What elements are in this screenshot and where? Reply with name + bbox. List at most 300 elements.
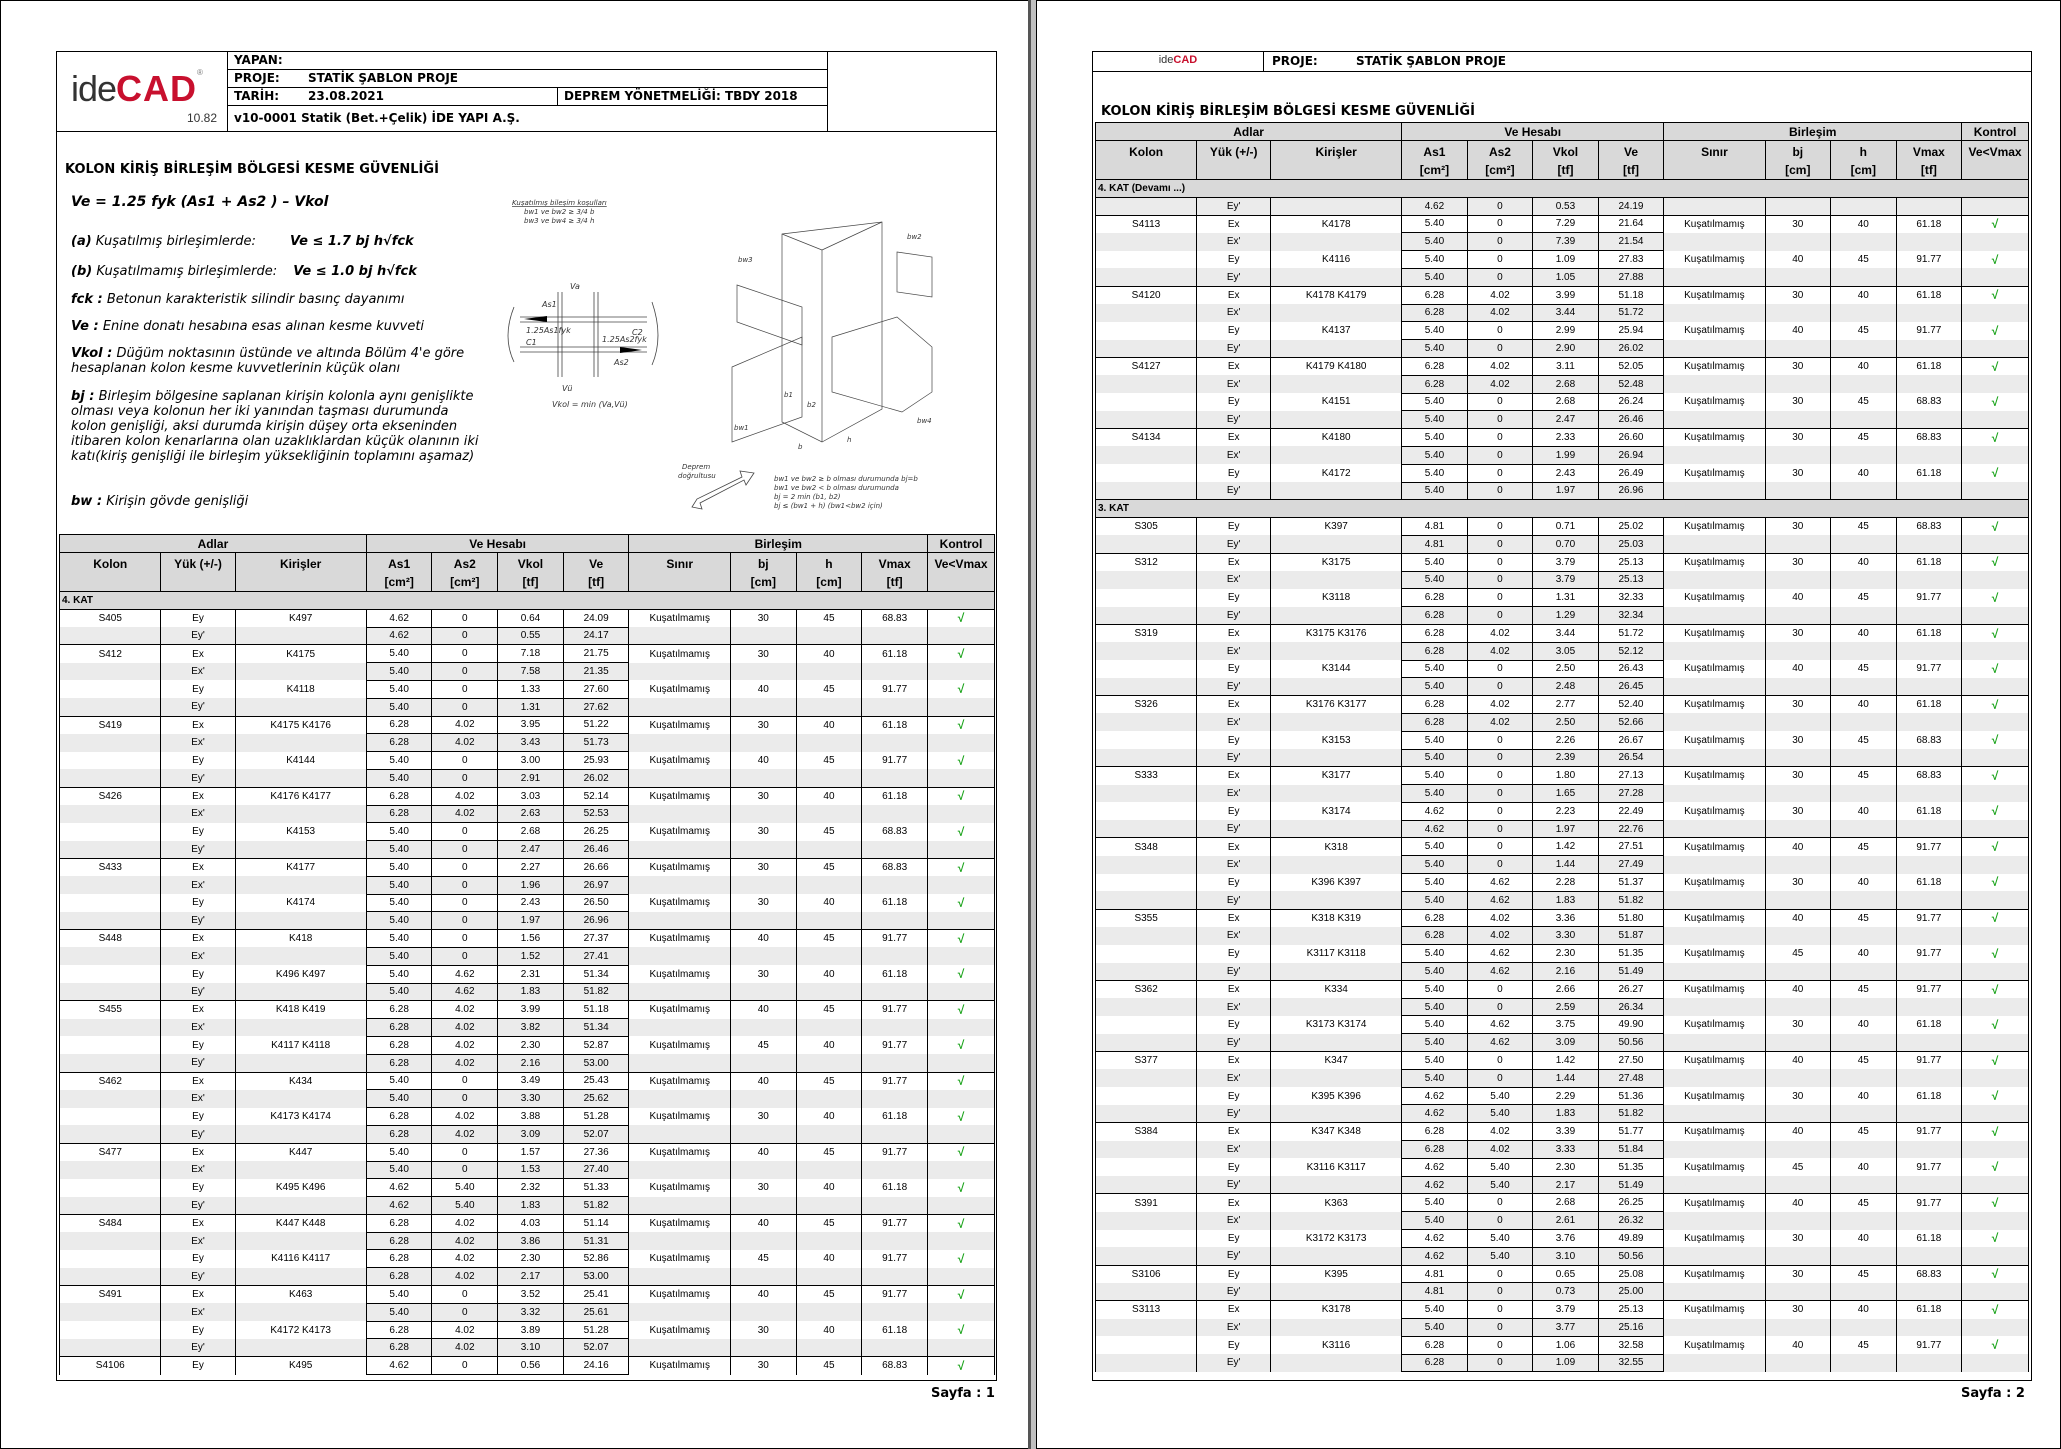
- table-row: [1096, 998, 2029, 1016]
- cell: [1271, 1069, 1402, 1087]
- cell: 0.73: [1533, 1283, 1599, 1301]
- cell: Ex: [1197, 696, 1271, 714]
- cell: K347 K348: [1271, 1123, 1402, 1141]
- cell: Ey: [161, 823, 235, 841]
- cell: 0: [1467, 802, 1533, 820]
- cell: [235, 1161, 366, 1179]
- cell: 61.18: [1896, 802, 1962, 820]
- cell: [1271, 1034, 1402, 1052]
- cell: 52.07: [563, 1125, 629, 1143]
- cell: [862, 947, 928, 965]
- cell: √: [1962, 1336, 2029, 1354]
- cell: 5.40: [1402, 856, 1468, 874]
- cell: 5.40: [1402, 785, 1468, 803]
- cell: Ey: [161, 965, 235, 983]
- cell: 26.67: [1598, 731, 1664, 749]
- cell: 51.35: [1598, 945, 1664, 963]
- cell: Ey: [161, 752, 235, 770]
- cell: 45: [1831, 838, 1897, 856]
- cell: 4.62: [1467, 891, 1533, 909]
- cell: 51.31: [563, 1232, 629, 1250]
- cell: 5.40: [366, 663, 432, 681]
- cell: [235, 1268, 366, 1286]
- cell: [730, 1197, 796, 1215]
- cell: [60, 1179, 161, 1197]
- cell: 0: [432, 645, 498, 663]
- cell: [1271, 197, 1402, 215]
- cell: [235, 1197, 366, 1215]
- cell: 26.97: [563, 876, 629, 894]
- table-row: [1096, 820, 2029, 838]
- cell: 30: [1765, 1301, 1831, 1319]
- cell: 40: [730, 680, 796, 698]
- cell: [1664, 749, 1765, 767]
- cell: [796, 1161, 862, 1179]
- cell: 61.18: [1896, 1230, 1962, 1248]
- cell: [928, 1125, 995, 1143]
- cell: [1831, 571, 1897, 589]
- table-row: [1096, 1194, 2029, 1212]
- cell: 2.30: [498, 1036, 564, 1054]
- table-row: [60, 1036, 995, 1054]
- cell: 40: [1831, 1301, 1897, 1319]
- cell: K495 K496: [235, 1179, 366, 1197]
- cell: [1664, 1069, 1765, 1087]
- table-row: [1096, 286, 2029, 304]
- cell: [1896, 1212, 1962, 1230]
- cell: 5.40: [1402, 749, 1468, 767]
- cell: [1831, 1069, 1897, 1087]
- cell: K4178 K4179: [1271, 286, 1402, 304]
- cell: 3.89: [498, 1321, 564, 1339]
- cell: 5.40: [366, 894, 432, 912]
- cell: Ey: [1197, 322, 1271, 340]
- cell: [862, 1303, 928, 1321]
- cell: [1896, 1034, 1962, 1052]
- cell: 4.62: [366, 1197, 432, 1215]
- cell: 45: [1831, 767, 1897, 785]
- cell: S4127: [1096, 357, 1197, 375]
- group-header: Adlar: [60, 535, 367, 553]
- report-header: [57, 52, 996, 132]
- cell: 2.39: [1533, 749, 1599, 767]
- cell: [60, 1108, 161, 1126]
- table-row: [1096, 1141, 2029, 1159]
- cell: 45: [1831, 518, 1897, 536]
- table-row: [1096, 268, 2029, 286]
- cell: 0.56: [498, 1357, 564, 1375]
- table-row: [1096, 1105, 2029, 1123]
- cell: 4.62: [366, 609, 432, 627]
- cell: 27.13: [1598, 767, 1664, 785]
- cell: K3175 K3176: [1271, 624, 1402, 642]
- cell: 45: [796, 752, 862, 770]
- cell: √: [1962, 980, 2029, 998]
- cell: [1962, 785, 2029, 803]
- cell: 30: [1765, 215, 1831, 233]
- cell: 6.28: [366, 1339, 432, 1357]
- cell: S355: [1096, 909, 1197, 927]
- table-row: [60, 805, 995, 823]
- shear-safety-table-page-1: [59, 534, 995, 1375]
- cell: 1.57: [498, 1143, 564, 1161]
- cell: [1271, 340, 1402, 358]
- column-header: Ve<Vmax: [1962, 141, 2029, 180]
- cell: 2.99: [1533, 322, 1599, 340]
- cell: 5.40: [366, 1286, 432, 1304]
- cell: 4.62: [1467, 1016, 1533, 1034]
- cell: [235, 1339, 366, 1357]
- cell: 30: [730, 1321, 796, 1339]
- cell: [1962, 678, 2029, 696]
- cell: [1831, 1212, 1897, 1230]
- table-row: [1096, 731, 2029, 749]
- cell: K463: [235, 1286, 366, 1304]
- cell: 30: [730, 1357, 796, 1375]
- cell: [1765, 1283, 1831, 1301]
- cell: 5.40: [1402, 731, 1468, 749]
- cell: Ey': [1197, 197, 1271, 215]
- cell: [1896, 375, 1962, 393]
- cell: [1962, 1247, 2029, 1265]
- column-header: Vkol [tf]: [1533, 141, 1599, 180]
- cell: √: [928, 787, 995, 805]
- cell: 4.02: [1467, 1123, 1533, 1141]
- cell: [862, 627, 928, 645]
- table-row: [60, 912, 995, 930]
- cell: Kuşatılmamış: [629, 1286, 730, 1304]
- cell: 6.28: [1402, 1123, 1468, 1141]
- cell: 3.32: [498, 1303, 564, 1321]
- cell: [1271, 1247, 1402, 1265]
- cell: 30: [730, 1179, 796, 1197]
- cell: Ey': [1197, 1247, 1271, 1265]
- table-row: [1096, 1354, 2029, 1372]
- group-header: Adlar: [1096, 123, 1402, 141]
- cell: Kuşatılmamış: [629, 645, 730, 663]
- cell: 4.02: [432, 1019, 498, 1037]
- cell: 26.46: [1598, 411, 1664, 429]
- cell: 51.80: [1598, 909, 1664, 927]
- table-row: [60, 1303, 995, 1321]
- table-row: [1096, 785, 2029, 803]
- cell: S333: [1096, 767, 1197, 785]
- cell: 2.50: [1533, 660, 1599, 678]
- cell: [1271, 1176, 1402, 1194]
- cell: 5.40: [1402, 1319, 1468, 1337]
- cell: 5.40: [366, 698, 432, 716]
- cell: 45: [796, 1143, 862, 1161]
- cell: Ey: [1197, 1158, 1271, 1176]
- cell: [1664, 891, 1765, 909]
- cell: 6.28: [1402, 713, 1468, 731]
- cell: [730, 1339, 796, 1357]
- table-row: [60, 1339, 995, 1357]
- table-row: [1096, 464, 2029, 482]
- svg-text:C1: C1: [526, 338, 537, 347]
- cell: 3.76: [1533, 1230, 1599, 1248]
- cell: 5.40: [1402, 215, 1468, 233]
- cell: 40: [1831, 553, 1897, 571]
- cell: Ey': [161, 841, 235, 859]
- cell: Kuşatılmamış: [629, 1250, 730, 1268]
- cell: 30: [1765, 429, 1831, 447]
- story-row: 3. KAT: [1096, 500, 2029, 518]
- cell: K3173 K3174: [1271, 1016, 1402, 1034]
- cell: [1765, 678, 1831, 696]
- cell: 1.96: [498, 876, 564, 894]
- cell: [862, 841, 928, 859]
- cell: 4.02: [432, 1250, 498, 1268]
- cell: [1096, 304, 1197, 322]
- cell: [629, 1268, 730, 1286]
- table-row: [1096, 607, 2029, 625]
- table-row: [60, 930, 995, 948]
- table-row: [1096, 1087, 2029, 1105]
- cell: Ex: [1197, 624, 1271, 642]
- cell: Ex': [161, 947, 235, 965]
- cell: 0: [432, 1357, 498, 1375]
- cell: [1096, 1087, 1197, 1105]
- cell: 3.79: [1533, 553, 1599, 571]
- cell: 61.18: [1896, 357, 1962, 375]
- table-row: [1096, 589, 2029, 607]
- cell: 45: [1831, 980, 1897, 998]
- cell: Kuşatılmamış: [1664, 1265, 1765, 1283]
- cell: 0: [432, 1143, 498, 1161]
- cell: 5.40: [1467, 1087, 1533, 1105]
- cell: [1664, 820, 1765, 838]
- cell: [1271, 233, 1402, 251]
- cell: [1896, 820, 1962, 838]
- cell: Kuşatılmamış: [629, 1072, 730, 1090]
- cell: Kuşatılmamış: [629, 716, 730, 734]
- cell: [1765, 785, 1831, 803]
- cell: 3.99: [1533, 286, 1599, 304]
- cell: 0: [1467, 678, 1533, 696]
- cell: [1896, 607, 1962, 625]
- cell: [1096, 891, 1197, 909]
- cell: [862, 1090, 928, 1108]
- cell: 27.62: [563, 698, 629, 716]
- cell: 61.18: [1896, 553, 1962, 571]
- cell: [928, 663, 995, 681]
- cell: S448: [60, 930, 161, 948]
- cell: Ex': [1197, 642, 1271, 660]
- cell: 5.40: [1402, 945, 1468, 963]
- cell: [629, 876, 730, 894]
- cell: 5.40: [1402, 1052, 1468, 1070]
- cell: [1765, 1034, 1831, 1052]
- cell: 5.40: [366, 752, 432, 770]
- cell: [1271, 856, 1402, 874]
- cell: 4.02: [1467, 304, 1533, 322]
- cell: [862, 769, 928, 787]
- cell: [1664, 856, 1765, 874]
- cell: Kuşatılmamış: [1664, 731, 1765, 749]
- column-header: h [cm]: [1831, 141, 1897, 180]
- cell: 4.02: [1467, 909, 1533, 927]
- cell: [1896, 411, 1962, 429]
- cell: 5.40: [1402, 553, 1468, 571]
- cell: 2.43: [1533, 464, 1599, 482]
- svg-text:h: h: [847, 436, 852, 444]
- table-row: [60, 609, 995, 627]
- cell: [730, 947, 796, 965]
- cell: [235, 1019, 366, 1037]
- cell: 1.83: [1533, 891, 1599, 909]
- cell: 2.30: [1533, 945, 1599, 963]
- cell: Ey': [161, 1339, 235, 1357]
- cell: Kuşatılmamış: [629, 1214, 730, 1232]
- table-row: [1096, 1301, 2029, 1319]
- cell: Kuşatılmamış: [1664, 1052, 1765, 1070]
- cell: [1962, 820, 2029, 838]
- cell: 91.77: [1896, 909, 1962, 927]
- cell: [1765, 1176, 1831, 1194]
- cell: [730, 1303, 796, 1321]
- cell: Ey': [1197, 1176, 1271, 1194]
- cell: √: [1962, 838, 2029, 856]
- table-row: [1096, 1176, 2029, 1194]
- cell: [1962, 1141, 2029, 1159]
- cell: S455: [60, 1001, 161, 1019]
- cell: [1765, 1069, 1831, 1087]
- cell: 3.79: [1533, 571, 1599, 589]
- svg-text:Va: Va: [570, 282, 580, 291]
- cell: 0: [1467, 785, 1533, 803]
- cell: Kuşatılmamış: [629, 823, 730, 841]
- cell: 30: [1765, 1265, 1831, 1283]
- cell: 40: [796, 1250, 862, 1268]
- cell: [1962, 571, 2029, 589]
- table-row: [1096, 535, 2029, 553]
- cell: √: [1962, 624, 2029, 642]
- cell: Kuşatılmamış: [1664, 1087, 1765, 1105]
- cell: 2.63: [498, 805, 564, 823]
- cell: 0: [432, 1286, 498, 1304]
- table-row: [1096, 749, 2029, 767]
- cell: [796, 983, 862, 1001]
- cell: √: [1962, 696, 2029, 714]
- cell: [629, 698, 730, 716]
- cell: S419: [60, 716, 161, 734]
- cell: [235, 805, 366, 823]
- cell: 45: [796, 1001, 862, 1019]
- cell: K318: [1271, 838, 1402, 856]
- cell: 30: [1765, 1016, 1831, 1034]
- cell: Ey': [1197, 411, 1271, 429]
- cell: K4175: [235, 645, 366, 663]
- deprem-code: DEPREM YÖNETMELİĞİ: TBDY 2018: [564, 89, 798, 103]
- table-row: [1096, 1069, 2029, 1087]
- cell: [1096, 660, 1197, 678]
- cell: 2.29: [1533, 1087, 1599, 1105]
- cell: 26.43: [1598, 660, 1664, 678]
- cell: 6.28: [1402, 357, 1468, 375]
- cell: [1664, 535, 1765, 553]
- column-header: Vmax [tf]: [862, 553, 928, 592]
- table-row: [1096, 713, 2029, 731]
- cell: 5.40: [1402, 571, 1468, 589]
- cell: K4173 K4174: [235, 1108, 366, 1126]
- cell: 68.83: [1896, 429, 1962, 447]
- cell: S491: [60, 1286, 161, 1304]
- cell: 25.61: [563, 1303, 629, 1321]
- cell: [1271, 1354, 1402, 1372]
- table-row: [60, 1072, 995, 1090]
- cell: 5.40: [432, 1179, 498, 1197]
- cell: [1096, 197, 1197, 215]
- cell: 51.49: [1598, 1176, 1664, 1194]
- cell: [730, 1090, 796, 1108]
- cell: [730, 1161, 796, 1179]
- cell: 0: [1467, 411, 1533, 429]
- cell: 0: [1467, 233, 1533, 251]
- cell: [1765, 1141, 1831, 1159]
- cell: [60, 734, 161, 752]
- cell: 1.99: [1533, 446, 1599, 464]
- cell: 40: [1765, 660, 1831, 678]
- cell: √: [1962, 251, 2029, 269]
- cell: K396 K397: [1271, 874, 1402, 892]
- cell: [1096, 785, 1197, 803]
- cell: [60, 1036, 161, 1054]
- table-row: [60, 645, 995, 663]
- table-row: [1096, 678, 2029, 696]
- cell: [862, 912, 928, 930]
- cell: 40: [1765, 322, 1831, 340]
- cell: [629, 1197, 730, 1215]
- cell: Kuşatılmamış: [1664, 838, 1765, 856]
- cell: Kuşatılmamış: [1664, 1336, 1765, 1354]
- cell: 30: [1765, 553, 1831, 571]
- table-row: [1096, 660, 2029, 678]
- cell: 0: [1467, 268, 1533, 286]
- cell: [1096, 998, 1197, 1016]
- cell: 5.40: [1402, 1194, 1468, 1212]
- cell: Kuşatılmamış: [629, 1108, 730, 1126]
- cell: 3.75: [1533, 1016, 1599, 1034]
- cell: [1096, 571, 1197, 589]
- cell: 5.40: [1402, 963, 1468, 981]
- cell: [1962, 1034, 2029, 1052]
- cell: 4.02: [432, 1339, 498, 1357]
- cell: 6.28: [366, 1250, 432, 1268]
- cell: [1831, 411, 1897, 429]
- cell: [1096, 678, 1197, 696]
- cell: Kuşatılmamış: [1664, 553, 1765, 571]
- cell: [1765, 233, 1831, 251]
- cell: [796, 698, 862, 716]
- cell: Kuşatılmamış: [1664, 1123, 1765, 1141]
- cell: Ex': [161, 876, 235, 894]
- cell: 2.68: [498, 823, 564, 841]
- cell: 68.83: [862, 823, 928, 841]
- cell: [1896, 197, 1962, 215]
- cell: 0: [1467, 482, 1533, 500]
- cell: Ex': [1197, 998, 1271, 1016]
- cell: [928, 1232, 995, 1250]
- cell: [629, 1019, 730, 1037]
- cell: [1831, 375, 1897, 393]
- cell: 51.77: [1598, 1123, 1664, 1141]
- cell: 26.32: [1598, 1212, 1664, 1230]
- cell: 49.90: [1598, 1016, 1664, 1034]
- cell: 25.00: [1598, 1283, 1664, 1301]
- cell: 2.23: [1533, 802, 1599, 820]
- cell: 0: [432, 627, 498, 645]
